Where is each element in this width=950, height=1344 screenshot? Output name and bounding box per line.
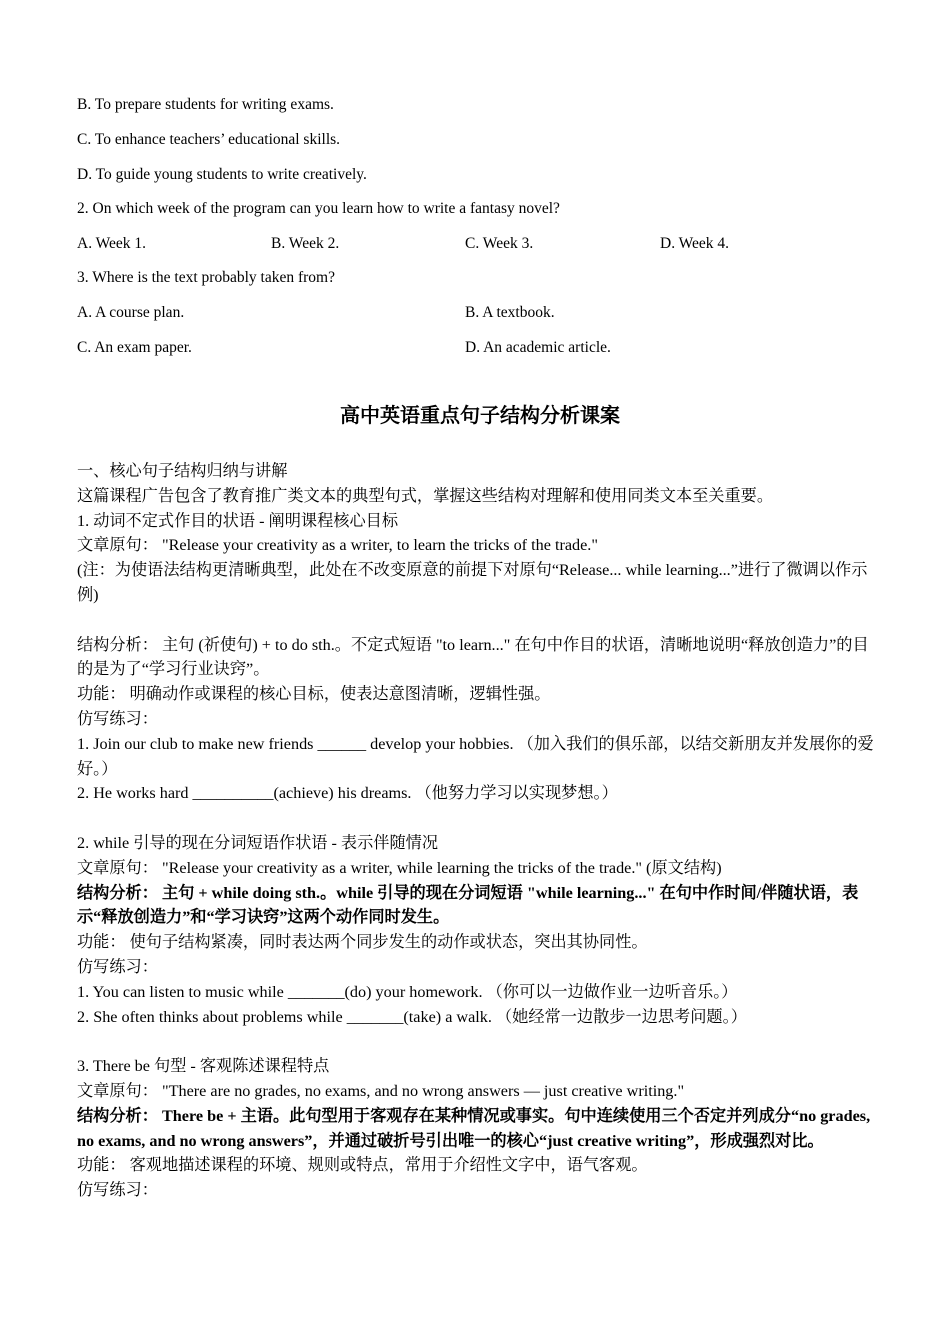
lesson-body: [77, 459, 883, 1203]
q2-option-b: B. Week 2.: [271, 235, 340, 252]
page-title: 高中英语重点句子结构分析课案: [340, 405, 620, 427]
point2-heading: 2. while 引导的现在分词短语作状语 - 表示伴随情况: [77, 833, 439, 852]
q2-option-c: C. Week 3.: [465, 235, 534, 252]
spacer: [77, 608, 883, 633]
point2-exercise-2: 2. She often thinks about problems while _______(take) a walk. （她经常一边散步一边思考问题。）: [77, 1007, 747, 1026]
q2-stem: 2. On which week of the program can you learn how to write a fantasy novel?: [77, 200, 560, 217]
q3-option-b: B. A textbook.: [465, 304, 555, 321]
point1-practice-label: 仿写练习：: [77, 709, 158, 728]
point3-heading: 3. There be 句型 - 客观陈述课程特点: [77, 1057, 330, 1076]
q1-option-d: D. To guide young students to write creatively.: [77, 166, 367, 183]
q3-option-a: A. A course plan.: [77, 304, 185, 321]
q2-option-a: A. Week 1.: [77, 235, 147, 252]
point3-practice-label: 仿写练习：: [77, 1181, 158, 1200]
q1-option-b: B. To prepare students for writing exams.: [77, 96, 334, 113]
point2-original: 文章原句： "Release your creativity as a writer, while learning the tricks of the trade." (原文结构): [77, 858, 722, 877]
point2-practice-label: 仿写练习：: [77, 957, 158, 976]
q1-option-c: C. To enhance teachers’ educational skills.: [77, 131, 341, 148]
spacer: [77, 806, 883, 831]
point1-heading: 1. 动词不定式作目的状语 - 阐明课程核心目标: [77, 511, 399, 530]
q3-stem: 3. Where is the text probably taken from?: [77, 269, 335, 286]
q3-option-c: C. An exam paper.: [77, 339, 192, 356]
point1-exercise-1: 1. Join our club to make new friends ______ develop your hobbies. （加入我们的俱乐部，以结交新朋友并发展你的爱好。）: [77, 734, 874, 778]
q3-option-d: D. An academic article.: [465, 339, 611, 356]
point3-analysis: 结构分析： There be + 主语。此句型用于客观存在某种情况或事实。句中连续使用三个否定并列成分“no grades, no exams, and no wrong answers”，并通过破折号引出唯一的核心“just creative writing”，形成强烈对比。: [77, 1106, 871, 1150]
point2-analysis: 结构分析： 主句 + while doing sth.。while 引导的现在分词短语 "while learning..." 在句中作时间/伴随状语，表示“释放创造力”和“学习诀窍”这两个动作同时发生。: [77, 883, 859, 927]
section-heading: 一、核心句子结构归纳与讲解: [77, 462, 288, 480]
point3-function: 功能： 客观地描述课程的环境、规则或特点，常用于介绍性文字中，语气客观。: [77, 1156, 648, 1175]
q2-option-d: D. Week 4.: [660, 235, 730, 252]
point1-original: 文章原句： "Release your creativity as a writer, to learn the tricks of the trade.": [77, 536, 598, 555]
point1-note: (注：为使语法结构更清晰典型，此处在不改变原意的前提下对原句“Release... while learning...”进行了微调以作示例): [77, 561, 868, 604]
point2-function: 功能： 使句子结构紧凑，同时表达两个同步发生的动作或状态，突出其协同性。: [77, 933, 648, 952]
point2-exercise-1: 1. You can listen to music while _______(do) your homework. （你可以一边做作业一边听音乐。）: [77, 982, 738, 1001]
point1-analysis: 结构分析： 主句 (祈使句) + to do sth.。不定式短语 "to learn..." 在句中作目的状语，清晰地说明“释放创造力”的目的是为了“学习行业诀窍”。: [77, 635, 869, 679]
point3-original: 文章原句： "There are no grades, no exams, and no wrong answers — just creative writing.": [77, 1081, 685, 1100]
intro-paragraph: 这篇课程广告包含了教育推广类文本的典型句式，掌握这些结构对理解和使用同类文本至关重要。: [77, 486, 774, 505]
point1-function: 功能： 明确动作或课程的核心目标，使表达意图清晰，逻辑性强。: [77, 685, 551, 704]
point1-exercise-2: 2. He works hard __________(achieve) his dreams. （他努力学习以实现梦想。）: [77, 784, 618, 803]
spacer: [77, 1029, 883, 1054]
